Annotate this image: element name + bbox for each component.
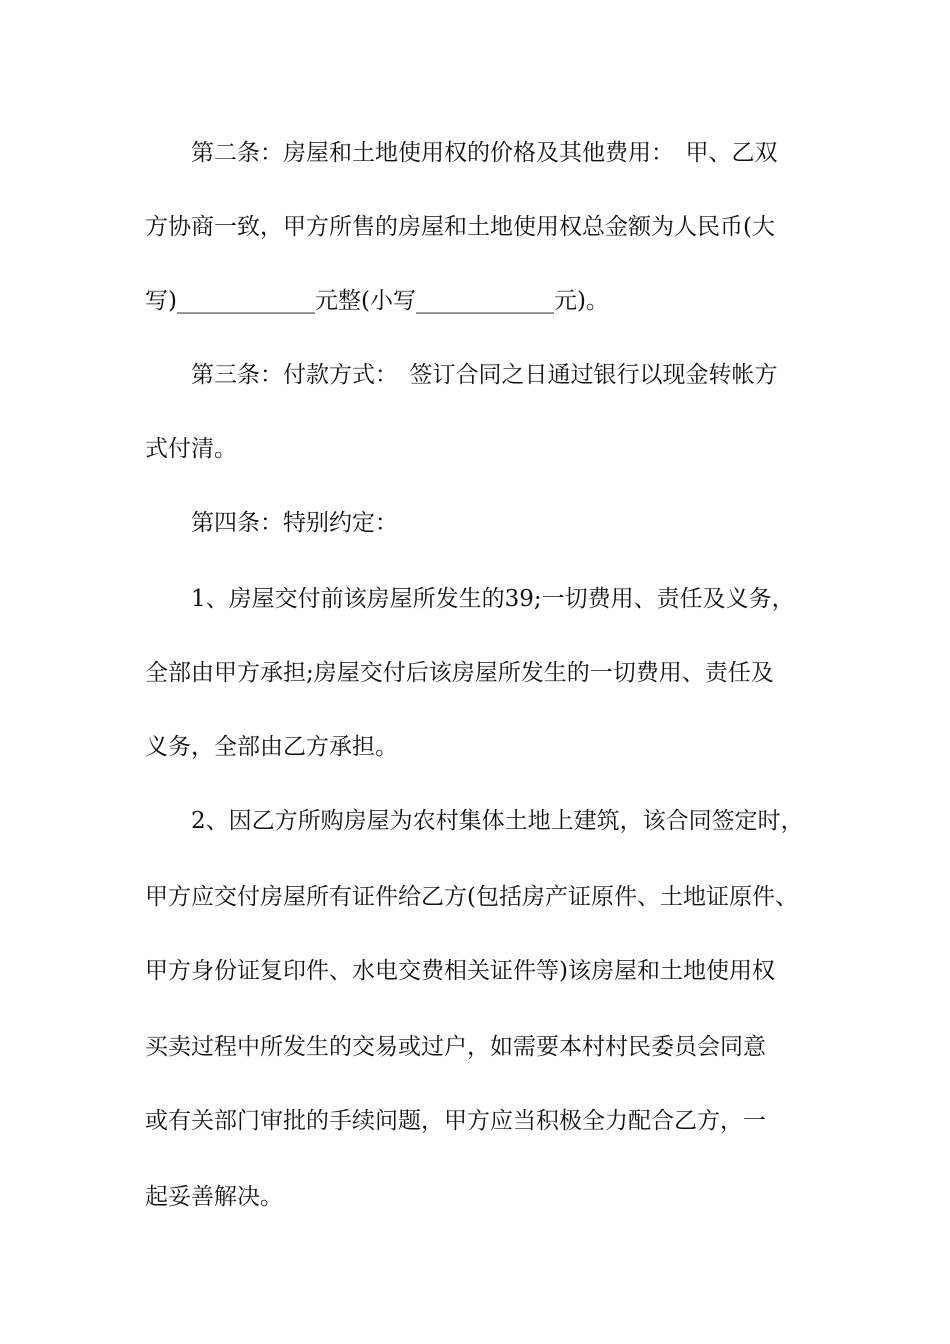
clause-2-line-1: 2、因乙方所购房屋为农村集体土地上建筑，该合同签定时，: [145, 808, 804, 834]
clause-1-line-1: 1、房屋交付前该房屋所发生的39;一切费用、责任及义务，: [145, 586, 795, 612]
clause-2-line-4: 买卖过程中所发生的交易或过户，如需要本村村民委员会同意: [145, 1034, 766, 1060]
clause-1-line-3: 义务，全部由乙方承担。: [145, 734, 398, 760]
article-3-line-1: 第三条：付款方式： 签订合同之日通过银行以现金转帐方: [145, 362, 778, 388]
clause-2-line-2: 甲方应交付房屋所有证件给乙方(包括房产证原件、土地证原件、: [145, 884, 798, 910]
article-2-line-3: 写)____________元整(小写____________元)。: [145, 288, 609, 314]
clause-1-line-2: 全部由甲方承担;房屋交付后该房屋所发生的一切费用、责任及: [145, 660, 774, 686]
clause-2-line-5: 或有关部门审批的手续问题，甲方应当积极全力配合乙方，一: [145, 1108, 766, 1134]
article-2-line-1: 第二条：房屋和土地使用权的价格及其他费用： 甲、乙双: [145, 140, 778, 166]
clause-2-line-3: 甲方身份证复印件、水电交费相关证件等)该房屋和土地使用权: [145, 958, 775, 984]
article-3-line-2: 式付清。: [145, 436, 237, 462]
clause-2-line-6: 起妥善解决。: [145, 1184, 283, 1210]
article-4-heading: 第四条：特别约定：: [145, 510, 398, 536]
article-2-line-2: 方协商一致，甲方所售的房屋和土地使用权总金额为人民币(大: [145, 214, 775, 240]
